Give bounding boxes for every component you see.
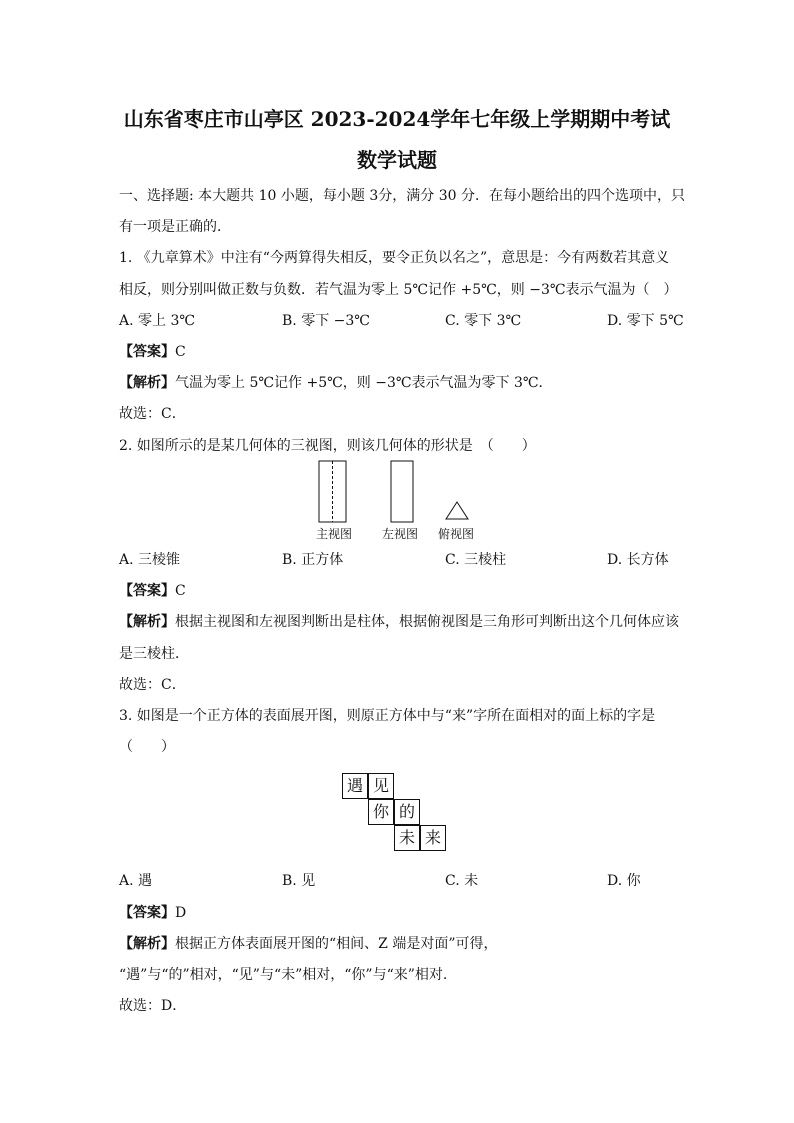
q3-stem-line-2: （ ）	[119, 739, 175, 755]
q3-analysis-text: 根据正方体表面展开图的“相间、Z 端是对面”可得，	[175, 936, 498, 952]
net-cell-jian: 见	[368, 773, 394, 799]
q1-option-a: A. 零上 3℃	[119, 313, 196, 329]
q2-stem-line-1: 2. 如图所示的是某几何体的三视图，则该几何体的形状是 （ ）	[119, 438, 536, 454]
left-view-rectangle	[391, 461, 413, 522]
q2-answer	[119, 582, 186, 600]
section-intro-line-2: 有一项是正确的．	[119, 219, 231, 235]
q2-conclusion: 故选：C．	[119, 677, 186, 693]
q3-option-a: A. 遇	[119, 873, 153, 889]
q2-analysis-text: 根据主视图和左视图判断出是柱体，根据俯视图是三角形可判断出这个几何体应该	[175, 614, 679, 630]
top-view-triangle	[446, 502, 468, 519]
net-cell-lai: 来	[420, 825, 446, 851]
q1-conclusion: 故选：C．	[119, 406, 186, 422]
left-view-label: 左视图	[382, 527, 419, 541]
top-view-label: 俯视图	[438, 527, 475, 541]
q2-three-views-figure	[300, 455, 500, 530]
q2-option-a: A. 三棱锥	[119, 552, 181, 568]
q2-analysis-line-1	[119, 613, 679, 631]
q2-analysis-line-2: 是三棱柱．	[119, 646, 189, 662]
q1-option-d: D. 零下 5℃	[607, 313, 684, 329]
net-cell-de: 的	[394, 799, 420, 825]
q3-answer-value: D	[175, 905, 187, 921]
q3-option-c: C. 未	[445, 873, 479, 889]
q1-analysis	[119, 374, 553, 392]
q3-stem-line-1: 3. 如图是一个正方体的表面展开图，则原正方体中与“来”字所在面相对的面上标的字是	[119, 708, 656, 724]
q3-analysis-line-2: “遇”与“的”相对，“见”与“未”相对，“你”与“来”相对.	[119, 967, 448, 983]
q3-analysis-label: 【解析】	[119, 936, 175, 952]
net-cell-ni: 你	[368, 799, 394, 825]
front-view-label: 主视图	[316, 527, 353, 541]
q2-answer-label: 【答案】	[119, 583, 175, 599]
q1-answer-label: 【答案】	[119, 344, 175, 360]
q2-option-b: B. 正方体	[282, 552, 344, 568]
q2-answer-value: C	[175, 583, 186, 599]
q1-option-b: B. 零下 −3℃	[282, 313, 370, 329]
q2-analysis-label: 【解析】	[119, 614, 175, 630]
q1-stem-line-2: 相反，则分别叫做正数与负数．若气温为零上 5℃记作 +5℃，则 −3℃表示气温为（ ）	[119, 282, 678, 298]
q3-conclusion: 故选：D．	[119, 998, 187, 1014]
title-line-2: 数学试题	[357, 148, 437, 172]
title-line-1: 山东省枣庄市山亭区 2023-2024学年七年级上学期期中考试	[123, 107, 671, 131]
q1-analysis-label: 【解析】	[119, 375, 175, 391]
q2-option-d: D. 长方体	[607, 552, 669, 568]
q1-answer-value: C	[175, 344, 186, 360]
q1-analysis-text: 气温为零上 5℃记作 +5℃，则 −3℃表示气温为零下 3℃．	[175, 375, 553, 391]
q3-answer	[119, 904, 186, 922]
section-intro-line-1: 一、选择题: 本大题共 10 小题，每小题 3分，满分 30 分．在每小题给出的四个选项中，只	[119, 188, 685, 204]
q1-stem-line-1: 1. 《九章算术》中注有“今两算得失相反，要令正负以名之”，意思是：今有两数若其意义	[119, 250, 670, 266]
q1-option-c: C. 零下 3℃	[445, 313, 522, 329]
q1-answer	[119, 343, 186, 361]
q2-option-c: C. 三棱柱	[445, 552, 507, 568]
net-cell-wei: 未	[394, 825, 420, 851]
q3-analysis-line-1	[119, 935, 498, 953]
q3-option-d: D. 你	[607, 873, 641, 889]
q3-option-b: B. 见	[282, 873, 316, 889]
q3-answer-label: 【答案】	[119, 905, 175, 921]
net-cell-yu: 遇	[342, 773, 368, 799]
